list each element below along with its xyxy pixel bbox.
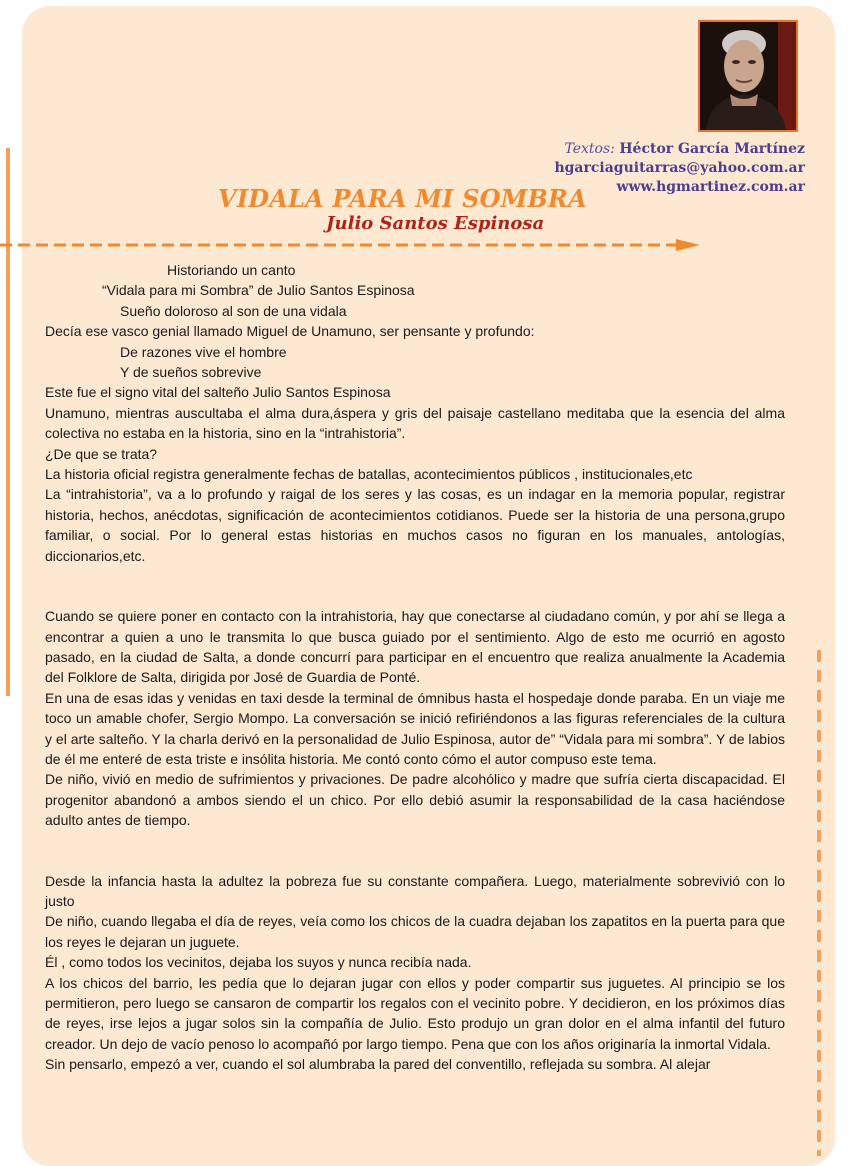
paragraph: Él , como todos los vecinitos, dejaba los suyos y nunca recibía nada. — [45, 954, 472, 971]
paragraph: Decía ese vasco genial llamado Miguel de Unamuno, ser pensante y profundo: — [45, 323, 535, 340]
section-gap — [45, 566, 785, 606]
paragraph: En una de esas idas y venidas en taxi desde la terminal de ómnibus hasta el hospedaje donde paraba. En un viaje me toco un amable chofer, Sergio Mompo. La conversación se inició refiriéndonos a las figuras referenciales de la cultura y el arte salteño. Y la charla derivó en la personalidad de Julio Espinosa, autor de” “Vidala para mi sombra”. Y de labios de él me enteré de esta triste e insólita historia. Me contó conto cómo el autor compuso este tema. — [45, 689, 785, 767]
paragraph: ¿De que se trata? — [45, 445, 158, 462]
paragraph: “Vidala para mi Sombra” de Julio Santos Espinosa — [102, 282, 415, 299]
paragraph: Sueño doloroso al son de una vidala — [120, 302, 347, 319]
paragraph: Y de sueños sobrevive — [120, 364, 262, 381]
article-subtitle: Julio Santos Espinosa — [326, 213, 545, 234]
paragraph: La historia oficial registra generalmente fechas de batallas, acontecimientos públicos , institucionales,etc — [45, 466, 693, 483]
paragraph: Desde la infancia hasta la adultez la pobreza fue su constante compañera. Luego, materialmente sobrevivió con lo justo — [45, 872, 785, 909]
author-photo — [698, 20, 798, 132]
author-credits — [554, 140, 805, 197]
dashed-arrow-divider — [0, 236, 720, 256]
section-gap — [45, 831, 785, 871]
author-website[interactable]: www.hgmartinez.com.ar — [616, 179, 805, 195]
right-dashed-border — [817, 650, 821, 1156]
paragraph: De razones vive el hombre — [120, 343, 287, 360]
author-name: Héctor García Martínez — [619, 141, 805, 157]
paragraph: A los chicos del barrio, les pedía que lo dejaran jugar con ellos y poder compartir sus juguetes. Al principio se los permitieron, pero luego se cansaron de compartir los regalos con el vecinito pobre. Y decidieron, en los próximos días de reyes, irse lejos a jugar solos sin la compañía de Julio. Esto produjo un gran dolor en el alma infantil del futuro creador. Un dejo de vacío penoso lo acompañó por largo tiempo. Pena que con los años originaría la inmortal Vidala. — [45, 974, 785, 1052]
paragraph: Este fue el signo vital del salteño Julio Santos Espinosa — [45, 384, 391, 401]
paragraph: Unamuno, mientras auscultaba el alma dura,áspera y gris del paisaje castellano meditaba que la esencia del alma colectiva no estaba en la historia, sino en la “intrahistoria”. — [45, 404, 785, 442]
author-portrait-image — [700, 22, 796, 130]
paragraph: La “intrahistoria”, va a lo profundo y raigal de los seres y las cosas, es un indagar en la memoria popular, registrar historia, hechos, anécdotas, significación de acontecimientos cotidianos. Puede ser la historia de una persona,grupo familiar, o social. Por lo general estas historias en muchos casos no figuran en los manuales, antologías, diccionarios,etc. — [45, 486, 785, 564]
paragraph: De niño, cuando llegaba el día de reyes, veía como los chicos de la cuadra dejaban los zapatitos en la puerta para que los reyes le dejaran un juguete. — [45, 913, 785, 950]
paragraph: Historiando un canto — [167, 262, 296, 278]
left-decorative-bar — [6, 148, 10, 696]
article-title: VIDALA PARA MI SOMBRA — [218, 184, 587, 213]
credits-label: Textos: — [564, 141, 615, 157]
paragraph: Cuando se quiere poner en contacto con la intrahistoria, hay que conectarse al ciudadano común, y por ahí se llega a encontrar a quien a uno le transmita lo que busca guiado por el sentimiento. Algo de esto me ocurrió en agosto pasado, en la ciudad de Salta, a donde concurrí para participar en el encuentro que realiza anualmente la Academia del Folklore de Salta, dirigida por José de Guardia de Ponté. — [45, 608, 785, 686]
article-body — [45, 260, 785, 1075]
paragraph: De niño, vivió en medio de sufrimientos y privaciones. De padre alcohólico y madre que sufría cierta discapacidad. El progenitor abandonó a ambos siendo el un chico. Por ello debió asumir la responsabilidad de la casa haciéndose adulto antes de tiempo. — [45, 771, 785, 829]
author-email[interactable]: hgarciaguitarras@yahoo.com.ar — [554, 160, 805, 176]
paragraph: Sin pensarlo, empezó a ver, cuando el sol alumbraba la pared del conventillo, reflejada su sombra. Al alejar — [45, 1056, 711, 1073]
